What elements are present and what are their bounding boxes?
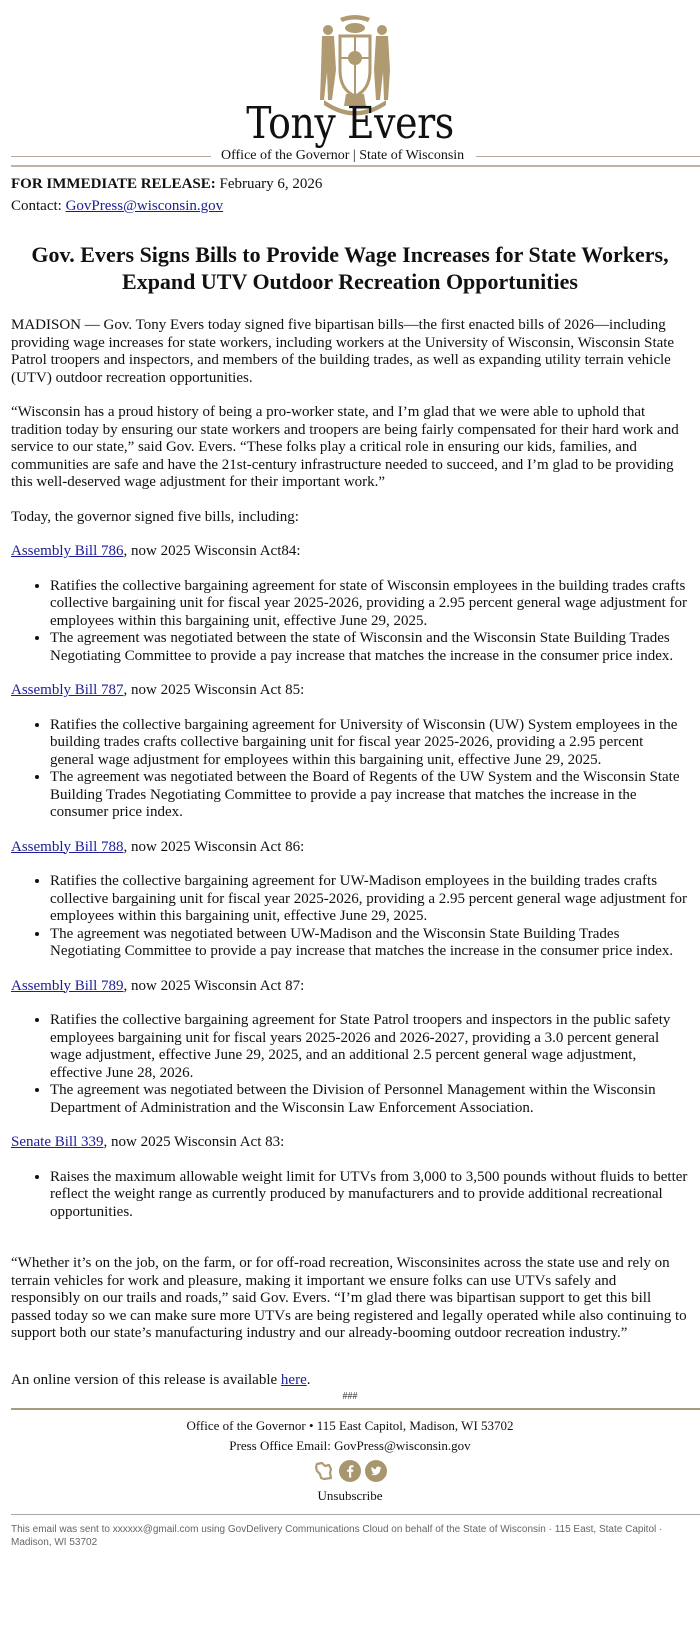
delivery-fineprint: This email was sent to xxxxxx@gmail.com using GovDelivery Communications Cloud on behalf of the State of Wisconsin · 115 East, State Capitol · Madison, WI 53702 [11, 1524, 663, 1548]
bill-act: , now 2025 Wisconsin Act84: [123, 543, 301, 559]
bill-link-ab787[interactable]: Assembly Bill 787 [11, 682, 124, 698]
contact-label: Contact: [11, 198, 62, 214]
facebook-icon[interactable] [339, 1460, 361, 1482]
bill-act: , now 2025 Wisconsin Act 86: [123, 838, 305, 855]
release-date-line [11, 173, 689, 195]
bill-link-sb339[interactable]: Senate Bill 339 [11, 1134, 104, 1150]
bill-details [11, 578, 689, 666]
release-label: FOR IMMEDIATE RELEASE: [11, 176, 216, 192]
quote-paragraph-2: “Whether it’s on the job, on the farm, or for off-road recreation, Wisconsinites across the state use and rely on terrain vehicles for work and pleasure, making it important we ensure folks can use UTVs safely and responsibly on our trails and roads,” said Gov. Evers. “I’m glad there was bipartisan support to get this bill passed today so we can make sure more UTVs are being registered and legally operated while also continuing to support both our state’s manufacturing industry and our already-booming outdoor recreation industry.” [11, 1255, 687, 1341]
bill-bullet: • Ratifies the collective bargaining agreement for State Patrol troopers and inspectors in the public safety employees bargaining unit for fiscal years 2025-2026 and 2026-2027, providing a 3.0 percent general wage adjustment, effective June 29, 2025, and an additional 2.5 percent general wage adjustment, effective June 28, 2026. [50, 1012, 689, 1082]
release-info [0, 167, 700, 217]
bill-link-ab788[interactable]: Assembly Bill 788 [11, 838, 124, 855]
bill-heading [11, 978, 689, 996]
bill-bullet: • The agreement was negotiated between UW-Madison and the Wisconsin State Building Trades Negotiating Committee to provide a pay increase that matches the increase in the consumer price index. [50, 926, 689, 961]
bill-heading [11, 543, 689, 561]
online-version-line [11, 1372, 689, 1390]
bill-heading [11, 839, 689, 857]
bill-bullet: • The agreement was negotiated between the state of Wisconsin and the Wisconsin State Building Trades Negotiating Committee to provide a pay increase that matches the increase in the consumer price index. [50, 630, 689, 665]
bill-details [11, 873, 689, 961]
quote-paragraph-1: “Wisconsin has a proud history of being a pro-worker state, and I’m glad that we were able to uphold that tradition today by ensuring our state workers and troopers are being fairly compensated for their hard work and service to our state,” said Gov. Evers. “These folks play a critical role in ensuring our kids, families, and communities are safe and have the 21st-century infrastructure needed to succeed, and I’m glad to be providing this well-deserved wage adjustment for their important work.” [11, 404, 679, 490]
bill-details [11, 1012, 689, 1117]
bill-details [11, 1169, 689, 1222]
bill-details [11, 717, 689, 822]
bill-bullet: • Ratifies the collective bargaining agreement for University of Wisconsin (UW) System employees in the building trades crafts collective bargaining unit for fiscal year 2025-2026, providing a 2.95 percent general wage adjustment for employees within this bargaining unit, effective June 29, 2025. [50, 717, 689, 770]
governor-name: Tony Evers [246, 98, 454, 149]
twitter-icon[interactable] [365, 1460, 387, 1482]
bill-bullet: • The agreement was negotiated between the Division of Personnel Management within the Wisconsin Department of Administration and the Wisconsin Law Enforcement Association. [50, 1082, 689, 1117]
footer-address: Office of the Governor • 115 East Capitol, Madison, WI 53702 [186, 1418, 514, 1433]
divider [476, 156, 700, 157]
social-links [0, 1460, 700, 1482]
bill-bullet: • Ratifies the collective bargaining agreement for UW-Madison employees in the building trades crafts collective bargaining unit for fiscal year 2025-2026, providing a 2.95 percent general wage adjustment for employees within this bargaining unit, effective June 29, 2025. [50, 873, 689, 926]
bill-heading [11, 1134, 689, 1152]
divider [11, 156, 211, 157]
online-version-text: An online version of this release is available [11, 1371, 281, 1388]
contact-line [11, 195, 689, 217]
bill-bullet: • The agreement was negotiated between the Board of Regents of the UW System and the Wisconsin State Building Trades Negotiating Committee to provide a pay increase that matches the increase in the consumer price index. [50, 769, 689, 822]
online-version-link[interactable]: here [280, 1371, 307, 1388]
bill-link-ab789[interactable]: Assembly Bill 789 [11, 977, 124, 994]
office-tagline: Office of the Governor | State of Wisconsin [221, 148, 465, 163]
masthead [0, 0, 700, 165]
release-date: February 6, 2026 [219, 176, 323, 192]
intro-paragraph: MADISON — Gov. Tony Evers today signed five bipartisan bills—the first enacted bills of 2026—including providing wage increases for state workers, including workers at the University of Wisconsin, Wisconsin State Patrol troopers and inspectors, and members of the building trades, as well as expanding utility terrain vehicle (UTV) outdoor recreation opportunities. [11, 317, 675, 386]
bill-bullet: • Raises the maximum allowable weight limit for UTVs from 3,000 to 3,500 pounds without fluids to better reflect the weight range as currently produced by manufacturers and to provide additional recreational opportunities. [50, 1169, 689, 1222]
contact-email-link[interactable]: GovPress@wisconsin.gov [65, 198, 224, 214]
bill-bullet: • Ratifies the collective bargaining agreement for state of Wisconsin employees in the building trades crafts collective bargaining unit for fiscal year 2025-2026, providing a 2.95 percent general wage adjustment for employees within this bargaining unit, effective June 29, 2025. [50, 578, 689, 631]
bill-link-ab786[interactable]: Assembly Bill 786 [11, 543, 124, 559]
unsubscribe-link[interactable]: Unsubscribe [317, 1488, 383, 1503]
tagline-row [0, 148, 700, 164]
bill-act: , now 2025 Wisconsin Act 85: [123, 682, 305, 698]
release-body [0, 317, 700, 1389]
bills-intro: Today, the governor signed five bills, including: [11, 508, 299, 525]
wisconsin-state-icon[interactable] [313, 1460, 335, 1482]
bill-act: , now 2025 Wisconsin Act 83: [103, 1134, 285, 1150]
footer-press-email: Press Office Email: GovPress@wisconsin.gov [229, 1438, 471, 1453]
bill-heading [11, 682, 689, 700]
bill-act: , now 2025 Wisconsin Act 87: [123, 977, 305, 994]
footer [0, 1410, 700, 1504]
headline: Gov. Evers Signs Bills to Provide Wage Increases for State Workers, Expand UTV Outdoor Recreation Opportunities [31, 242, 669, 294]
end-mark: ### [342, 1391, 358, 1402]
online-version-suffix: . [306, 1371, 311, 1388]
